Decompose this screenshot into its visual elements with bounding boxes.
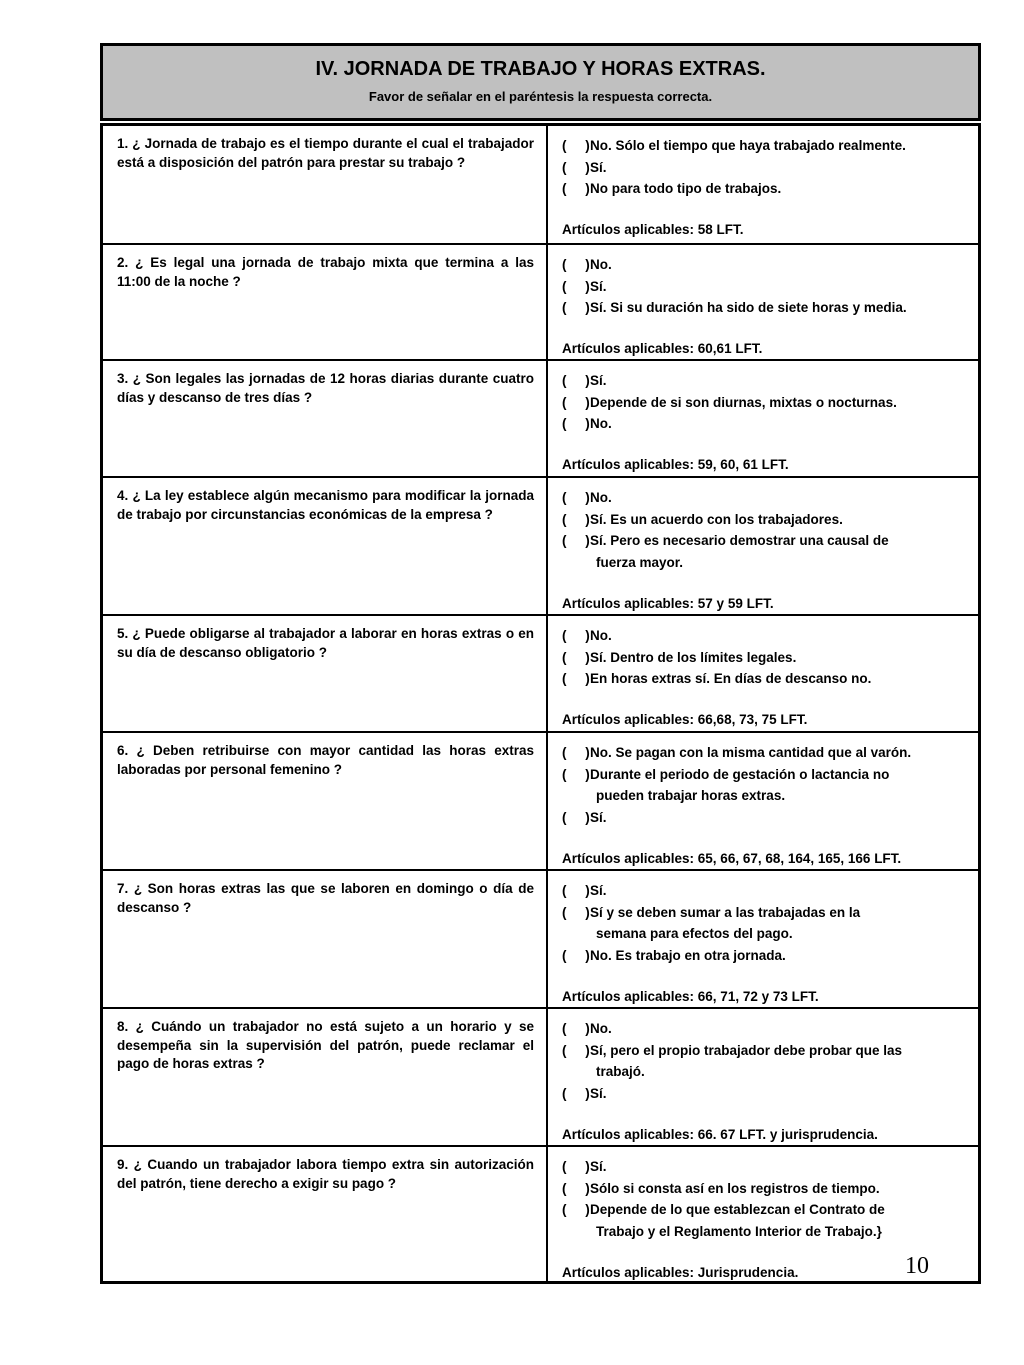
answer-cell [548, 478, 978, 614]
answer-option[interactable] [562, 1178, 970, 1200]
answer-checkbox[interactable]: ( ) [562, 373, 590, 388]
question-text: 5. ¿ Puede obligarse al trabajador a laborar en horas extras o en su día de descanso obligatorio ? [103, 616, 548, 731]
answer-checkbox[interactable]: ( ) [562, 883, 590, 898]
question-row-4 [103, 476, 978, 614]
section-header [100, 43, 981, 121]
answer-option-text: Sí. Dentro de los límites legales. [590, 649, 797, 665]
answer-checkbox[interactable]: ( ) [562, 948, 590, 964]
answer-cell [548, 126, 978, 243]
answer-option[interactable] [562, 1083, 970, 1105]
answer-cell [548, 361, 978, 476]
answer-cell [548, 616, 978, 731]
page-number: 10 [905, 1253, 929, 1279]
answer-option-continuation: semana para efectos del pago. [596, 926, 793, 942]
answer-checkbox[interactable]: ( ) [562, 278, 590, 294]
answer-option[interactable] [562, 945, 970, 967]
applicable-articles: Artículos aplicables: 60,61 LFT. [562, 341, 763, 357]
answer-option[interactable] [562, 742, 970, 764]
question-text: 3. ¿ Son legales las jornadas de 12 horas diarias durante cuatro días y descanso de tres días ? [103, 361, 548, 476]
answer-option-text: Sí. [590, 1159, 607, 1174]
answer-checkbox[interactable]: ( ) [562, 1021, 590, 1036]
answer-option[interactable] [562, 392, 970, 414]
question-table [100, 123, 981, 1284]
question-row-7 [103, 869, 978, 1007]
answer-option-text: No. [590, 257, 612, 272]
answer-option-text: Sí. Pero es necesario demostrar una causal de [590, 533, 889, 549]
question-text: 2. ¿ Es legal una jornada de trabajo mixta que termina a las 11:00 de la noche ? [103, 245, 548, 359]
question-row-9 [103, 1145, 978, 1281]
answer-option[interactable] [562, 276, 970, 298]
answer-option-text: Sí. [590, 159, 607, 175]
answer-checkbox[interactable]: ( ) [562, 1042, 590, 1058]
answer-checkbox[interactable]: ( ) [562, 181, 590, 197]
answer-option[interactable] [562, 509, 970, 531]
answer-checkbox[interactable]: ( ) [562, 490, 590, 505]
answer-checkbox[interactable]: ( ) [562, 159, 590, 175]
answer-option-text: Sólo si consta así en los registros de tiempo. [590, 1180, 880, 1196]
answer-option-text: No. Se pagan con la misma cantidad que al varón. [590, 745, 912, 760]
applicable-articles: Artículos aplicables: 59, 60, 61 LFT. [562, 457, 789, 473]
answer-option-text: No para todo tipo de trabajos. [590, 181, 782, 197]
applicable-articles: Artículos aplicables: 66, 71, 72 y 73 LFT. [562, 988, 819, 1004]
question-text: 1. ¿ Jornada de trabajo es el tiempo durante el cual el trabajador está a disposición del patrón para prestar su trabajo ? [103, 126, 548, 243]
question-text: 6. ¿ Deben retribuirse con mayor cantidad las horas extras laboradas por personal femenino ? [103, 733, 548, 869]
question-row-1 [103, 126, 978, 243]
answer-option[interactable] [562, 807, 970, 829]
answer-option-continuation: Trabajo y el Reglamento Interior de Trabajo.} [596, 1224, 882, 1240]
question-text: 8. ¿ Cuándo un trabajador no está sujeto a un horario y se desempeña sin la supervisión del patrón, puede reclamar el pago de horas extras ? [103, 1009, 548, 1145]
answer-checkbox[interactable]: ( ) [562, 1180, 590, 1196]
answer-cell [548, 245, 978, 359]
answer-checkbox[interactable]: ( ) [562, 904, 590, 920]
answer-option-continuation: fuerza mayor. [596, 555, 684, 571]
answer-option-continuation: pueden trabajar horas extras. [596, 788, 786, 804]
answer-option-text: Sí, pero el propio trabajador debe probar que las [590, 1042, 903, 1058]
question-row-8 [103, 1007, 978, 1145]
answer-option-text: Depende de lo que establezcan el Contrato de [590, 1202, 885, 1218]
answer-option-text: No. [590, 490, 612, 505]
answer-option-text: No. Es trabajo en otra jornada. [590, 948, 786, 964]
applicable-articles: Artículos aplicables: 66. 67 LFT. y jurisprudencia. [562, 1126, 878, 1142]
answer-checkbox[interactable]: ( ) [562, 300, 590, 316]
answer-checkbox[interactable]: ( ) [562, 257, 590, 272]
answer-checkbox[interactable]: ( ) [562, 1086, 590, 1102]
answer-option[interactable] [562, 157, 970, 179]
answer-cell [548, 871, 978, 1007]
answer-cell [548, 733, 978, 869]
answer-checkbox[interactable]: ( ) [562, 628, 590, 643]
answer-option-text: Sí. Es un acuerdo con los trabajadores. [590, 511, 843, 527]
answer-option-text: Sí. [590, 278, 607, 294]
answer-checkbox[interactable]: ( ) [562, 810, 590, 826]
question-text: 7. ¿ Son horas extras las que se laboren en domingo o día de descanso ? [103, 871, 548, 1007]
answer-option-text: En horas extras sí. En días de descanso no. [590, 671, 872, 687]
answer-checkbox[interactable]: ( ) [562, 533, 590, 549]
applicable-articles: Artículos aplicables: Jurisprudencia. [562, 1264, 799, 1280]
applicable-articles: Artículos aplicables: 57 y 59 LFT. [562, 595, 774, 611]
answer-option[interactable] [562, 1156, 970, 1178]
answer-option[interactable] [562, 487, 970, 509]
answer-option[interactable] [562, 413, 970, 435]
answer-option[interactable] [562, 135, 970, 157]
answer-option-text: Sí. [590, 1086, 607, 1102]
answer-option[interactable] [562, 902, 970, 924]
section-instructions: Favor de señalar en el paréntesis la respuesta correcta. [368, 89, 713, 104]
question-text: 9. ¿ Cuando un trabajador labora tiempo extra sin autorización del patrón, tiene derecho a exigir su pago ? [103, 1147, 548, 1281]
answer-checkbox[interactable]: ( ) [562, 1202, 590, 1218]
answer-option-text: Sí. Si su duración ha sido de siete horas y media. [590, 300, 907, 316]
answer-option[interactable] [562, 1018, 970, 1040]
answer-option-text: Sí y se deben sumar a las trabajadas en la [590, 904, 861, 920]
applicable-articles: Artículos aplicables: 65, 66, 67, 68, 164, 165, 166 LFT. [562, 850, 902, 866]
answer-checkbox[interactable]: ( ) [562, 649, 590, 665]
answer-option[interactable] [562, 254, 970, 276]
answer-option[interactable] [562, 370, 970, 392]
applicable-articles: Artículos aplicables: 58 LFT. [562, 222, 744, 238]
answer-cell [548, 1009, 978, 1145]
question-row-3 [103, 359, 978, 476]
answer-option-text: No. [590, 628, 612, 643]
answer-option[interactable] [562, 1040, 970, 1062]
answer-option-text: Depende de si son diurnas, mixtas o nocturnas. [590, 394, 897, 410]
answer-option-text: Sí. [590, 373, 607, 388]
answer-checkbox[interactable]: ( ) [562, 671, 590, 687]
question-row-2 [103, 243, 978, 359]
answer-option[interactable] [562, 764, 970, 786]
question-row-6 [103, 731, 978, 869]
answer-option[interactable] [562, 178, 970, 200]
answer-option[interactable] [562, 668, 970, 690]
answer-option[interactable] [562, 297, 970, 319]
answer-option-continuation: trabajó. [596, 1064, 645, 1080]
section-title: IV. JORNADA DE TRABAJO Y HORAS EXTRAS. [315, 58, 766, 80]
answer-option-text: Sí. [590, 883, 607, 898]
answer-checkbox[interactable]: ( ) [562, 1159, 590, 1174]
question-text: 4. ¿ La ley establece algún mecanismo para modificar la jornada de trabajo por circunstancias económicas de la empresa ? [103, 478, 548, 614]
answer-option[interactable] [562, 880, 970, 902]
answer-checkbox[interactable]: ( ) [562, 394, 590, 410]
answer-checkbox[interactable]: ( ) [562, 766, 590, 782]
answer-option[interactable] [562, 625, 970, 647]
answer-option-text: No. Sólo el tiempo que haya trabajado realmente. [590, 138, 906, 153]
answer-option[interactable] [562, 647, 970, 669]
answer-option-text: Sí. [590, 810, 607, 826]
answer-option[interactable] [562, 1199, 970, 1221]
answer-option-text: Durante el periodo de gestación o lactancia no [590, 766, 890, 782]
answer-checkbox[interactable]: ( ) [562, 511, 590, 527]
applicable-articles: Artículos aplicables: 66,68, 73, 75 LFT. [562, 712, 808, 728]
answer-option-text: No. [590, 416, 612, 432]
answer-option[interactable] [562, 530, 970, 552]
answer-option-text: No. [590, 1021, 612, 1036]
answer-checkbox[interactable]: ( ) [562, 138, 590, 153]
answer-checkbox[interactable]: ( ) [562, 416, 590, 432]
question-row-5 [103, 614, 978, 731]
answer-checkbox[interactable]: ( ) [562, 745, 590, 760]
